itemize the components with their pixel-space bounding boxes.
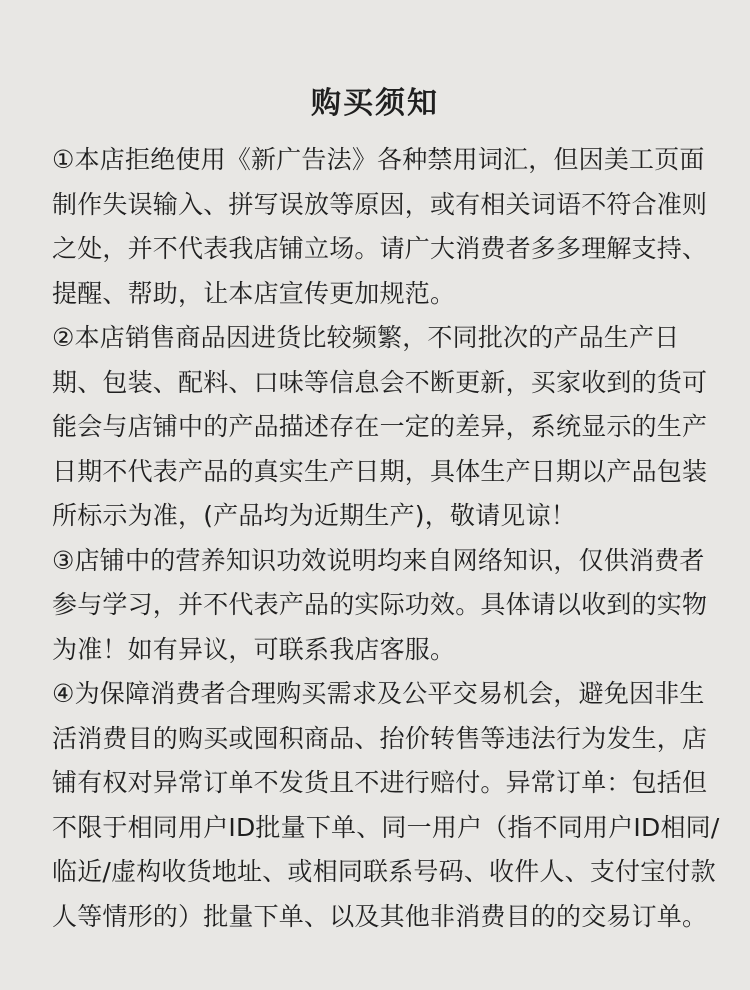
notice-line: 日期不代表产品的真实生产日期，具体生产日期以产品包装 (52, 456, 708, 486)
notice-line: 人等情形的）批量下单、以及其他非消费目的的交易订单。 (52, 901, 708, 931)
notice-line: 为准！如有异议，可联系我店客服。 (52, 634, 456, 664)
notice-line: 不限于相同用户ID批量下单、同一用户（指不同用户ID相同/ (52, 812, 720, 842)
notice-line: 制作失误输入、拼写误放等原因，或有相关词语不符合准则 (52, 189, 708, 219)
notice-line: ③店铺中的营养知识功效说明均来自网络知识，仅供消费者 (52, 545, 705, 575)
notice-line: 临近/虚构收货地址、或相同联系号码、收件人、支付宝付款 (52, 857, 716, 886)
notice-line: 能会与店铺中的产品描述存在一定的差异，系统显示的生产 (52, 412, 708, 441)
notice-section-2 (52, 316, 712, 539)
notice-line: 期、包装、配料、口味等信息会不断更新，买家收到的货可 (52, 367, 708, 397)
notice-section-1 (52, 138, 712, 316)
notice-line: ②本店销售商品因进货比较频繁，不同批次的产品生产日 (52, 323, 680, 352)
notice-body (52, 138, 720, 939)
notice-line: 之处，并不代表我店铺立场。请广大消费者多多理解支持、 (52, 234, 708, 263)
notice-section-4 (52, 672, 720, 939)
notice-line: 所标示为准，(产品均为近期生产)，敬请见谅！ (52, 501, 576, 530)
notice-line: 活消费目的购买或囤积商品、抬价转售等违法行为发生，店 (52, 723, 708, 753)
notice-line: ①本店拒绝使用《新广告法》各种禁用词汇，但因美工页面 (52, 145, 705, 174)
notice-line: 铺有权对异常订单不发货且不进行赔付。异常订单：包括但 (52, 768, 708, 797)
notice-line: 提醒、帮助，让本店宣传更加规范。 (52, 278, 456, 308)
notice-line: ④为保障消费者合理购买需求及公平交易机会，避免因非生 (52, 679, 705, 708)
page-title: 购买须知 (311, 86, 439, 121)
notice-line: 参与学习，并不代表产品的实际功效。具体请以收到的实物 (52, 590, 708, 619)
notice-section-3 (52, 539, 712, 673)
